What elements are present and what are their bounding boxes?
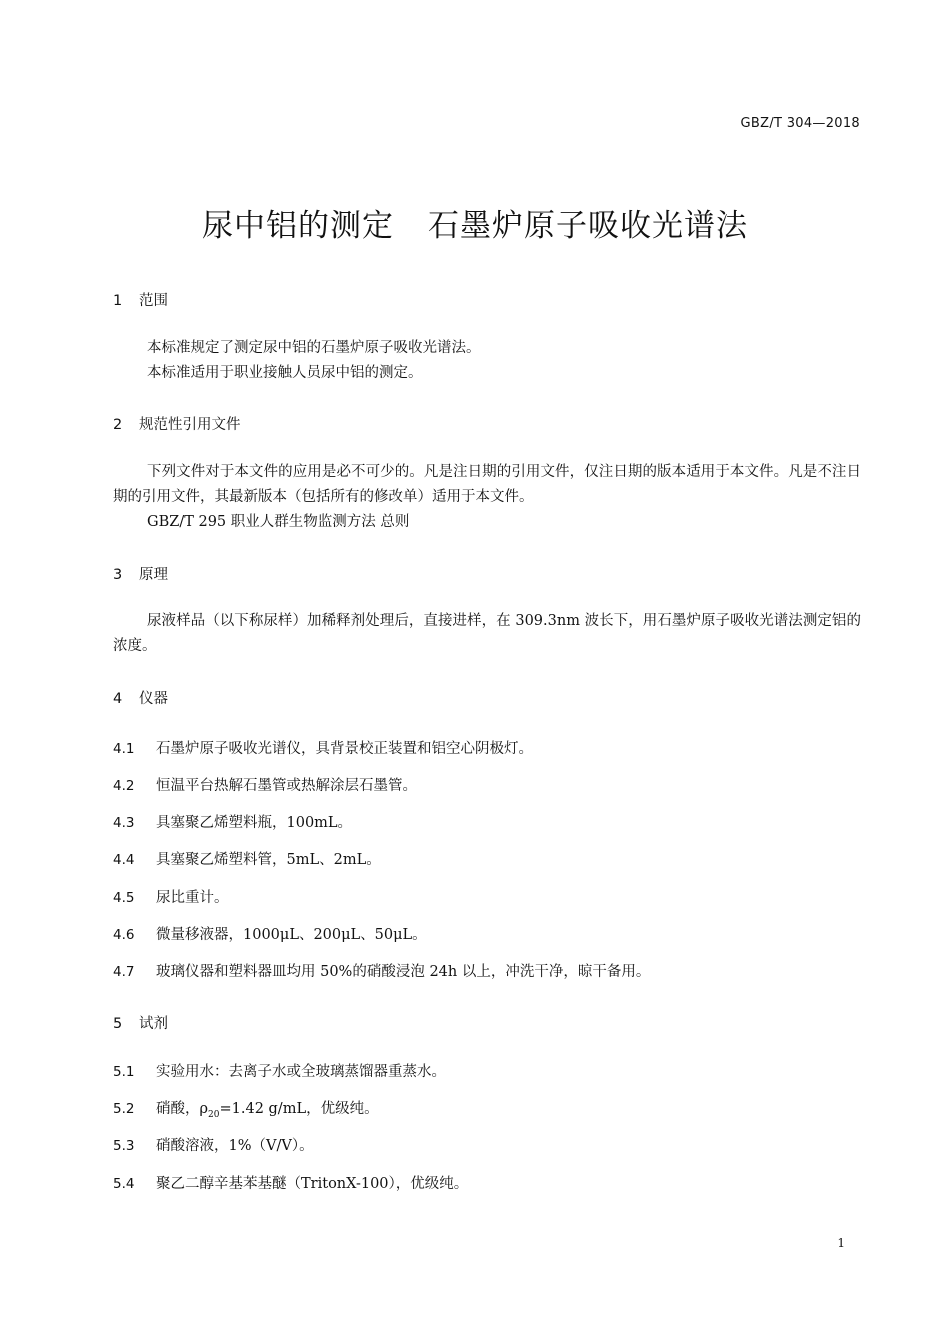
list-item (113, 774, 417, 795)
list-item (113, 1097, 379, 1120)
item-text: 玻璃仪器和塑料器皿均用 50%的硝酸浸泡 24h 以上，冲洗干净，晾干备用。 (156, 964, 651, 980)
list-item (113, 886, 229, 907)
item-number: 4.5 (113, 890, 135, 906)
list-item (113, 923, 427, 944)
section-heading-apparatus (113, 687, 168, 708)
document-title (0, 200, 950, 245)
paragraph: 本标准规定了测定尿中铝的石墨炉原子吸收光谱法。 (147, 340, 481, 356)
item-text-part: 硝酸，ρ (156, 1101, 209, 1117)
item-text: 实验用水：去离子水或全玻璃蒸馏器重蒸水。 (156, 1064, 446, 1080)
item-number: 5.3 (113, 1138, 135, 1154)
item-text: 尿比重计。 (156, 890, 229, 906)
item-number: 4.4 (113, 852, 135, 868)
item-number: 5.1 (113, 1064, 135, 1080)
list-item (113, 1134, 314, 1155)
list-item (113, 1060, 446, 1081)
density-subscript: 20 (208, 1109, 220, 1120)
list-item (113, 960, 650, 981)
section-number: 5 (113, 1016, 123, 1032)
list-item (113, 811, 352, 832)
section-number: 3 (113, 567, 123, 583)
item-text: 微量移液器，1000μL、200μL、50μL。 (156, 927, 427, 943)
item-number: 4.7 (113, 964, 135, 980)
item-text: 具塞聚乙烯塑料管，5mL、2mL。 (156, 852, 381, 868)
reference-entry: GBZ/T 295 职业人群生物监测方法 总则 (147, 514, 410, 530)
item-text: 硝酸溶液，1%（V/V）。 (156, 1138, 314, 1154)
paragraph: 尿液样品（以下称尿样）加稀释剂处理后，直接进样，在 309.3nm 波长下，用石墨炉原子吸收光谱法测定铝的浓度。 (113, 613, 861, 654)
item-number: 4.2 (113, 778, 135, 794)
section-heading-scope (113, 289, 168, 310)
section-number: 2 (113, 417, 123, 433)
item-text: 聚乙二醇辛基苯基醚（TritonX-100），优级纯。 (156, 1176, 469, 1192)
section-title: 原理 (139, 567, 168, 583)
page-number: 1 (837, 1236, 845, 1250)
standard-code: GBZ/T 304—2018 (740, 116, 860, 131)
section-heading-principle (113, 563, 168, 584)
title-part-2: 石墨炉原子吸收光谱法 (428, 208, 748, 244)
section-title: 范围 (139, 293, 168, 309)
section-heading-reagents (113, 1012, 168, 1033)
paragraph: 下列文件对于本文件的应用是必不可少的。凡是注日期的引用文件，仅注日期的版本适用于本文件。凡是不注日期的引用文件，其最新版本（包括所有的修改单）适用于本文件。 (113, 464, 861, 505)
item-text: 石墨炉原子吸收光谱仪，具背景校正装置和铝空心阴极灯。 (156, 741, 533, 757)
section-heading-normative-references (113, 413, 241, 434)
item-text-part: =1.42 g/mL，优级纯。 (219, 1101, 379, 1117)
list-item (113, 848, 381, 869)
item-text (156, 1101, 379, 1120)
title-part-1: 尿中铝的测定 (202, 208, 394, 244)
section-number: 4 (113, 691, 123, 707)
section-title: 试剂 (139, 1016, 168, 1032)
paragraph: 本标准适用于职业接触人员尿中铝的测定。 (147, 365, 423, 381)
section-title: 规范性引用文件 (139, 417, 241, 433)
section-number: 1 (113, 293, 123, 309)
list-item (113, 1172, 468, 1193)
item-number: 5.2 (113, 1101, 135, 1117)
item-text: 恒温平台热解石墨管或热解涂层石墨管。 (156, 778, 417, 794)
item-text: 具塞聚乙烯塑料瓶，100mL。 (156, 815, 353, 831)
item-number: 5.4 (113, 1176, 135, 1192)
list-item (113, 737, 533, 758)
item-number: 4.3 (113, 815, 135, 831)
item-number: 4.6 (113, 927, 135, 943)
section-title: 仪器 (139, 691, 168, 707)
item-number: 4.1 (113, 741, 135, 757)
